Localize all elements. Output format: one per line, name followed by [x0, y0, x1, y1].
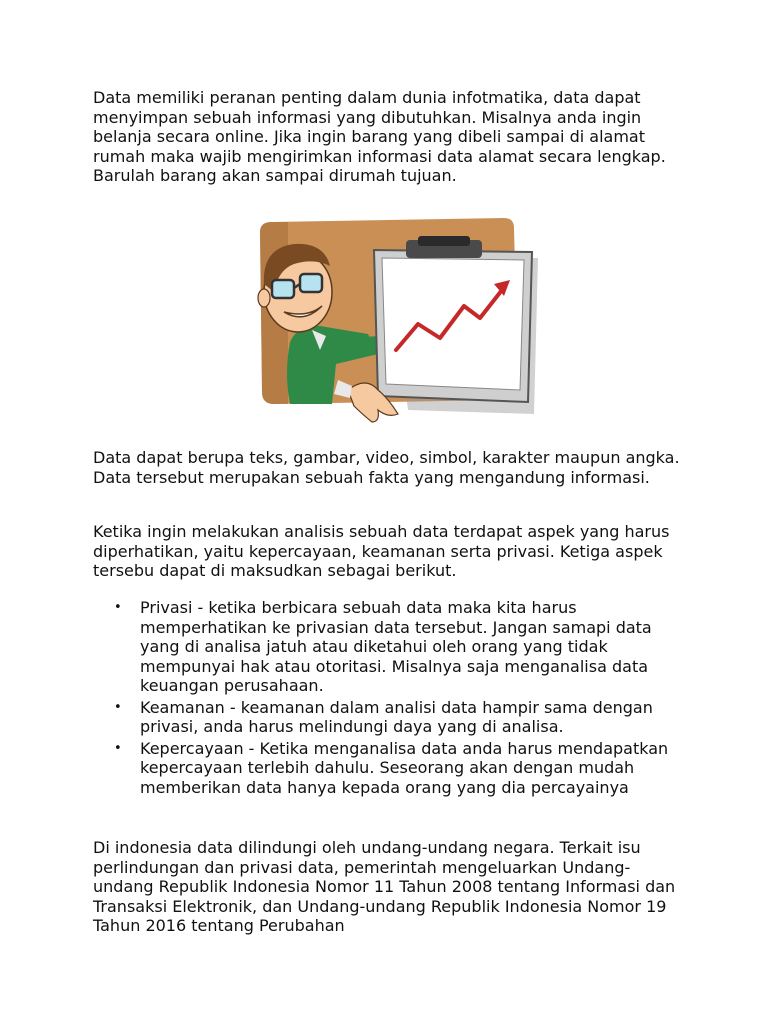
list-item-text: Privasi - ketika berbicara sebuah data maka kita harus memperhatikan ke privasian data tersebut. Jangan samapi data yang di analisa jatuh atau diketahui oleh orang yang tidak mempunyai hak atau otoritasi. Misalnya saja menganalisa data keuangan perusahaan.: [140, 598, 652, 695]
data-forms-paragraph: Data dapat berupa teks, gambar, video, simbol, karakter maupun angka. Data tersebut merupakan sebuah fakta yang mengandung informasi.: [93, 448, 680, 487]
bullet-icon: •: [114, 600, 122, 615]
aspect-list: [93, 598, 693, 799]
list-item-text: Kepercayaan - Ketika menganalisa data anda harus mendapatkan kepercayaan terlebih dahulu. Seseorang akan dengan mudah memberikan data hanya kepada orang yang dia percayainya: [140, 738, 669, 797]
aspects-paragraph: Ketika ingin melakukan analisis sebuah data terdapat aspek yang harus diperhatikan, yaitu kepercayaan, keamanan serta privasi. Ketiga aspek tersebu dapat di maksudkan sebagai berikut.: [93, 522, 670, 580]
bullet-icon: •: [114, 699, 122, 715]
list-item-kepercayaan: [93, 739, 693, 798]
intro-paragraph: Data memiliki peranan penting dalam dunia infotmatika, data dapat menyimpan sebuah informasi yang dibutuhkan. Misalnya anda ingin belanja secara online. Jika ingin barang yang dibeli sampai di alamat rumah maka wajib mengirimkan informasi data alamat secara lengkap. Barulah barang akan sampai dirumah tujuan.: [93, 88, 666, 185]
list-item-text: Keamanan - keamanan dalam analisi data hampir sama dengan privasi, anda harus melindungi daya yang di analisa.: [140, 697, 653, 736]
list-item-privasi: [93, 598, 693, 696]
list-item-keamanan: [93, 698, 693, 737]
man-with-growth-chart-illustration: [228, 214, 543, 436]
bullet-icon: •: [114, 740, 122, 756]
law-paragraph: Di indonesia data dilindungi oleh undang-undang negara. Terkait isu perlindungan dan privasi data, pemerintah mengeluarkan Undang-undang Republik Indonesia Nomor 11 Tahun 2008 tentang Informasi dan Transaksi Elektronik, dan Undang-undang Republik Indonesia Nomor 19 Tahun 2016 tentang Perubahan: [93, 838, 676, 935]
